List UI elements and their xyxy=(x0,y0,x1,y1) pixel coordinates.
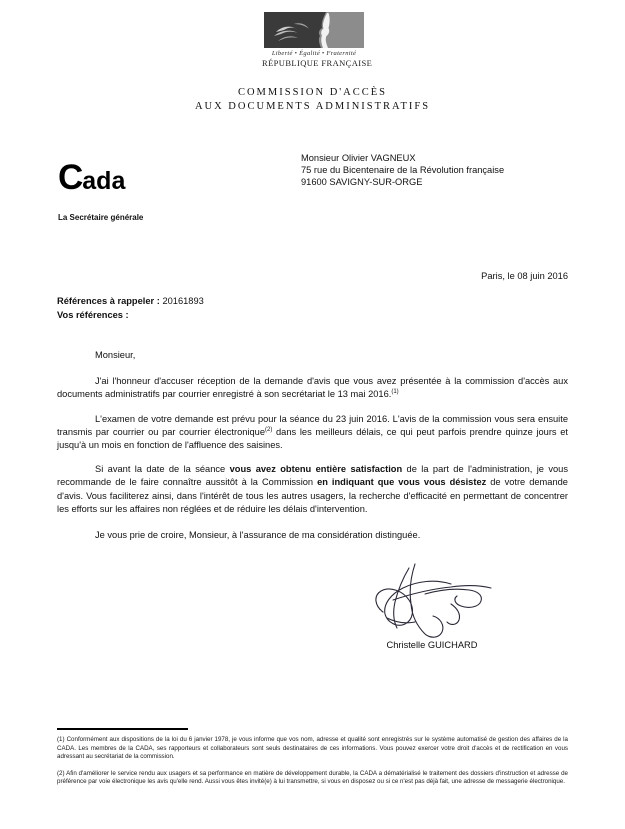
handwritten-signature xyxy=(365,560,500,638)
cada-initial: C xyxy=(58,158,83,197)
commission-heading xyxy=(0,86,625,114)
paragraph-1 xyxy=(57,375,568,401)
recipient-street: 75 rue du Bicentenaire de la Révolution française xyxy=(301,165,505,176)
cada-rest: ada xyxy=(82,167,126,195)
cada-wordmark xyxy=(58,160,125,195)
letter-date: Paris, le 08 juin 2016 xyxy=(481,271,568,281)
letter-body xyxy=(57,349,568,542)
paragraph-1-text: J'ai l'honneur d'accuser réception de la demande d'avis que vous avez présentée à la commission d'accès aux documents administratifs par courrier enregistré à son secrétariat le 13 mai 2016. xyxy=(57,376,568,400)
salutation: Monsieur, xyxy=(95,350,136,360)
paragraph-3-text-a: Si avant la date de la séance xyxy=(95,464,230,475)
footnote-separator xyxy=(57,728,188,730)
commission-heading-line2: AUX DOCUMENTS ADMINISTRATIFS xyxy=(194,101,431,112)
recipient-address xyxy=(301,152,504,189)
reference-block xyxy=(57,295,204,322)
paragraph-2-text-a: L'examen de votre demande est prévu pour la séance du 23 juin 2016. L'avis de la commission vous sera ensuite transmis par courrier ou par courrier électronique xyxy=(57,413,568,437)
signatory-name: Christelle GUICHARD xyxy=(386,640,478,650)
callback-reference-value: 20161893 xyxy=(162,296,204,306)
closing-formula: Je vous prie de croire, Monsieur, à l'assurance de ma considération distinguée. xyxy=(95,530,421,541)
paragraph-3 xyxy=(57,463,568,516)
paragraph-3-text-c: de votre demande d'avis. Vous faciliterez ainsi, dans l'intérêt de tous les autres usagers, la recherche d'efficacité en permettant de concentrer les efforts sur les affaires non réglées et de réduire les délais d'intervention. xyxy=(57,477,568,514)
footnote-2: (2) Afin d'améliorer le service rendu aux usagers et sa performance en matière de développement durable, la CADA a dématérialisé le traitement des dossiers d'instruction et adresse de préférence par voie électronique les avis qu'elle rend. Aussi vous êtes invité(e) à lui transmettre, si vous en disposez ou si ce n'est pas déjà fait, une adresse de messagerie électronique. xyxy=(57,769,568,786)
paragraph-3-emphasis-1: vous avez obtenu entière satisfaction xyxy=(229,464,403,475)
paragraph-2-text-b: dans les meilleurs délais, ce qui peut parfois prendre quinze jours et jusqu'à un mois en fonction de l'affluence des saisines. xyxy=(57,426,568,451)
footnote-ref-1: (1) xyxy=(391,389,399,396)
callback-reference-line xyxy=(57,295,204,309)
republique-francaise-logo xyxy=(262,12,373,68)
republic-motto: Liberté • Égalité • Fraternité xyxy=(271,50,357,57)
republic-name: RÉPUBLIQUE FRANÇAISE xyxy=(262,58,373,68)
recipient-name: Monsieur Olivier VAGNEUX xyxy=(301,153,416,163)
footnote-1: (1) Conformément aux dispositions de la loi du 6 janvier 1978, je vous informe que vos nom, adresse et qualité sont enregistrés sur le système automatisé de gestion des affaires de la CADA. Les membres de la CADA, ses rapporteurs et collaborateurs sont seuls destinataires de ces informations. Vous pouvez exercer votre droit d'accès et de rectification en vous adressant au secrétariat de la commission. xyxy=(57,736,568,761)
paragraph-2 xyxy=(57,413,568,453)
paragraph-3-emphasis-2: en indiquant que vous vous désistez xyxy=(317,477,487,488)
callback-reference-label: Références à rappeler : xyxy=(57,296,160,306)
marianne-emblem xyxy=(264,12,364,48)
footnote-ref-2: (2) xyxy=(265,426,273,433)
paragraph-3-text-b: de la part de l'administration, je vous recommande de le faire connaître aussitôt à la Commission xyxy=(57,464,568,488)
secretary-general-title: La Secrétaire générale xyxy=(58,213,144,222)
recipient-city: 91600 SAVIGNY-SUR-ORGE xyxy=(301,177,423,188)
footnotes xyxy=(57,736,568,787)
signature-block xyxy=(352,560,512,650)
commission-heading-line1: COMMISSION D'ACCÈS xyxy=(237,87,388,98)
your-reference-label: Vos références : xyxy=(57,309,129,320)
